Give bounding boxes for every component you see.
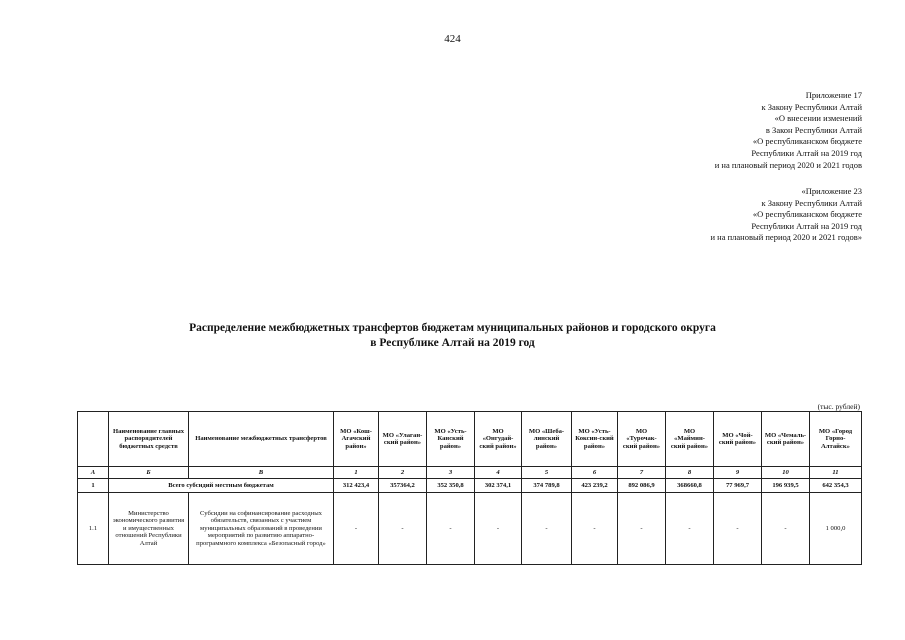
index-cell: 7 bbox=[618, 467, 666, 479]
appendix-line: в Закон Республики Алтай bbox=[765, 124, 862, 135]
index-cell: Б bbox=[109, 467, 189, 479]
value-cell: 892 086,9 bbox=[618, 479, 666, 493]
value-cell: 642 354,3 bbox=[810, 479, 862, 493]
index-cell: 1 bbox=[334, 467, 379, 479]
title-line: в Республике Алтай на 2019 год bbox=[370, 336, 535, 349]
table-row bbox=[78, 493, 862, 565]
value-cell: - bbox=[762, 493, 810, 565]
units-label: (тыс. рублей) bbox=[817, 402, 860, 411]
header-cell bbox=[78, 412, 109, 467]
appendix-line: «О внесении изменений bbox=[774, 113, 862, 124]
appendix-23-header bbox=[711, 186, 863, 244]
value-cell: - bbox=[618, 493, 666, 565]
appendix-line: к Закону Республики Алтай bbox=[761, 197, 862, 208]
row-number: 1 bbox=[78, 479, 109, 493]
header-cell: МО «Шеба-линский район» bbox=[522, 412, 572, 467]
value-cell: - bbox=[666, 493, 714, 565]
header-cell: Наименование главных распорядителей бюджетных средств bbox=[109, 412, 189, 467]
value-cell: 196 939,5 bbox=[762, 479, 810, 493]
index-cell: 9 bbox=[714, 467, 762, 479]
index-cell: 4 bbox=[475, 467, 522, 479]
document-title bbox=[0, 321, 905, 350]
index-cell: 2 bbox=[379, 467, 427, 479]
header-cell: МО «Усть-Коксин-ский район» bbox=[572, 412, 618, 467]
appendix-line: «Приложение 23 bbox=[801, 186, 862, 196]
index-cell: 10 bbox=[762, 467, 810, 479]
title-line: Распределение межбюджетных трансфертов бюджетам муниципальных районов и городского округа bbox=[189, 322, 716, 334]
value-cell: - bbox=[427, 493, 475, 565]
value-cell: 302 374,1 bbox=[475, 479, 522, 493]
value-cell: - bbox=[334, 493, 379, 565]
header-cell: МО «Улаган-ский район» bbox=[379, 412, 427, 467]
table-header-row bbox=[78, 412, 862, 467]
index-cell: А bbox=[78, 467, 109, 479]
header-cell: МО «Чемаль-ский район» bbox=[762, 412, 810, 467]
header-cell: МО «Турочак-ский район» bbox=[618, 412, 666, 467]
header-cell: МО «Онгудай-ский район» bbox=[475, 412, 522, 467]
appendix-line: и на плановый период 2020 и 2021 годов» bbox=[710, 232, 862, 243]
header-cell: МО «Кош-Агачский район» bbox=[334, 412, 379, 467]
transfers-table bbox=[77, 411, 862, 565]
value-cell: 423 239,2 bbox=[572, 479, 618, 493]
appendix-line: «О республиканском бюджете bbox=[752, 136, 862, 147]
header-cell: МО «Усть-Канский район» bbox=[427, 412, 475, 467]
ministry-name: Министерство экономического развития и имущественных отношений Республики Алтай bbox=[109, 493, 189, 565]
total-label: Всего субсидий местным бюджетам bbox=[109, 479, 334, 493]
value-cell: - bbox=[714, 493, 762, 565]
index-cell: 5 bbox=[522, 467, 572, 479]
value-cell: 357364,2 bbox=[379, 479, 427, 493]
header-cell: МО «Чой-ский район» bbox=[714, 412, 762, 467]
page-number: 424 bbox=[444, 33, 461, 45]
header-cell: Наименование межбюджетных трансфертов bbox=[189, 412, 334, 467]
value-cell: 352 350,8 bbox=[427, 479, 475, 493]
index-cell: 3 bbox=[427, 467, 475, 479]
appendix-line: Республики Алтай на 2019 год bbox=[751, 147, 862, 158]
index-cell: В bbox=[189, 467, 334, 479]
row-number: 1.1 bbox=[78, 493, 109, 565]
value-cell: 368660,8 bbox=[666, 479, 714, 493]
table-row-total bbox=[78, 479, 862, 493]
appendix-line: «О республиканском бюджете bbox=[752, 209, 862, 220]
value-cell: 374 789,8 bbox=[522, 479, 572, 493]
appendix-line: Приложение 17 bbox=[805, 90, 862, 100]
header-cell: МО «Город Горно-Алтайск» bbox=[810, 412, 862, 467]
value-cell: - bbox=[475, 493, 522, 565]
appendix-line: к Закону Республики Алтай bbox=[761, 101, 862, 112]
appendix-line: и на плановый период 2020 и 2021 годов bbox=[714, 159, 862, 170]
header-cell: МО «Маймин-ский район» bbox=[666, 412, 714, 467]
index-cell: 6 bbox=[572, 467, 618, 479]
index-cell: 8 bbox=[666, 467, 714, 479]
value-cell: 77 969,7 bbox=[714, 479, 762, 493]
value-cell: - bbox=[522, 493, 572, 565]
value-cell: - bbox=[379, 493, 427, 565]
appendix-17-header bbox=[715, 90, 862, 171]
index-cell: 11 bbox=[810, 467, 862, 479]
value-cell: 1 000,0 bbox=[810, 493, 862, 565]
value-cell: - bbox=[572, 493, 618, 565]
value-cell: 312 423,4 bbox=[334, 479, 379, 493]
appendix-line: Республики Алтай на 2019 год bbox=[751, 220, 862, 231]
table-index-row bbox=[78, 467, 862, 479]
transfer-name: Субсидии на софинансирование расходных обязательств, связанных с участием муниципальных образований в проведении мероприятий по развитию аппаратно-программного комплекса «Безопасный город» bbox=[189, 493, 334, 565]
